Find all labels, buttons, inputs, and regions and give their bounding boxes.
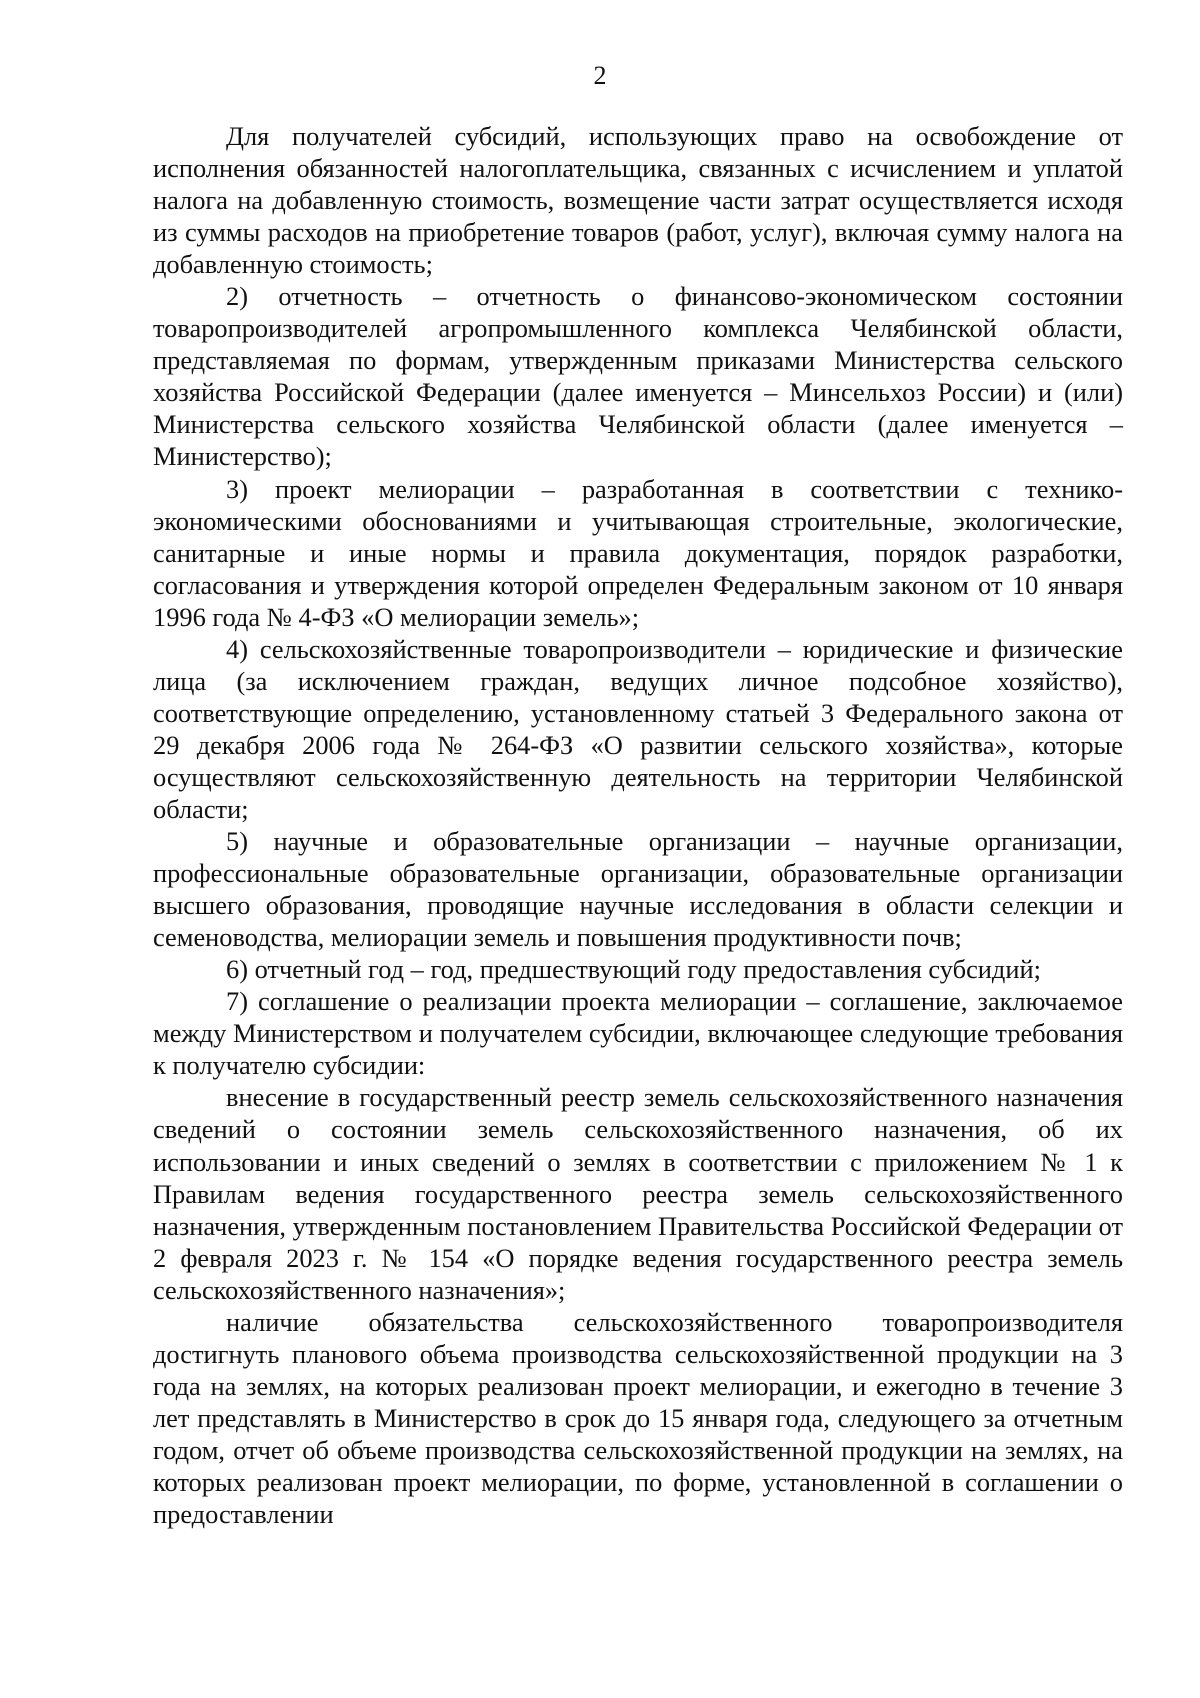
paragraph-registry-requirement: внесение в государственный реестр земель сельскохозяйственного назначения сведений о состоянии земель сельскохозяйственного назначения, об их использовании и иных сведений о землях в соответствии с приложением № 1 к Правилам ведения государственного реестра земель сельскохозяйственного назначения, утвержденным постановлением Правительства Российской Федерации от 2 февраля 2023 г. № 154 «О порядке ведения государственного реестра земель сельскохозяйственного назначения»;	[153, 1082, 1123, 1305]
document-body	[153, 120, 1123, 1530]
paragraph-production-obligation: наличие обязательства сельскохозяйственного товаропроизводителя достигнуть планового объема производства сельскохозяйственной продукции на 3 года на землях, на которых реализован проект мелиорации, и ежегодно в течение 3 лет представлять в Министерство в срок до 15 января года, следующего за отчетным годом, отчет об объеме производства сельскохозяйственной продукции на землях, на которых реализован проект мелиорации, по форме, установленной в соглашении о предоставлении	[153, 1306, 1123, 1530]
paragraph-item-3-melioration-project: 3) проект мелиорации – разработанная в соответствии с технико-экономическими обоснованиями и учитывающая строительные, экологические, санитарные и иные нормы и правила документация, порядок разработки, согласования и утверждения которой определен Федеральным законом от 10 января 1996 года № 4-ФЗ «О мелиорации земель»;	[153, 473, 1123, 632]
page-number: 2	[593, 61, 607, 90]
paragraph-item-6-reporting-year: 6) отчетный год – год, предшествующий году предоставления субсидий;	[226, 954, 1041, 985]
paragraph-item-2-reporting: 2) отчетность – отчетность о финансово-экономическом состоянии товаропроизводителей агропромышленного комплекса Челябинской области, представляемая по формам, утвержденным приказами Министерства сельского хозяйства Российской Федерации (далее именуется – Минсельхоз России) и (или) Министерства сельского хозяйства Челябинской области (далее именуется – Министерство);	[153, 281, 1123, 472]
paragraph-vat-note: Для получателей субсидий, использующих право на освобождение от исполнения обязанностей налогоплательщика, связанных с исчислением и уплатой налога на добавленную стоимость, возмещение части затрат осуществляется исходя из суммы расходов на приобретение товаров (работ, услуг), включая сумму налога на добавленную стоимость;	[153, 121, 1123, 280]
paragraph-item-7-agreement: 7) соглашение о реализации проекта мелиорации – соглашение, заключаемое между Министерством и получателем субсидии, включающее следующие требования к получателю субсидии:	[153, 986, 1123, 1081]
paragraph-item-4-agricultural-producers: 4) сельскохозяйственные товаропроизводители – юридические и физические лица (за исключением граждан, ведущих личное подсобное хозяйство), соответствующие определению, установленному статьей 3 Федерального закона от 29 декабря 2006 года № 264-ФЗ «О развитии сельского хозяйства», которые осуществляют сельскохозяйственную деятельность на территории Челябинской области;	[153, 633, 1123, 824]
paragraph-item-5-scientific-organizations: 5) научные и образовательные организации – научные организации, профессиональные образовательные организации, образовательные организации высшего образования, проводящие научные исследования в области селекции и семеноводства, мелиорации земель и повышения продуктивности почв;	[153, 826, 1123, 953]
